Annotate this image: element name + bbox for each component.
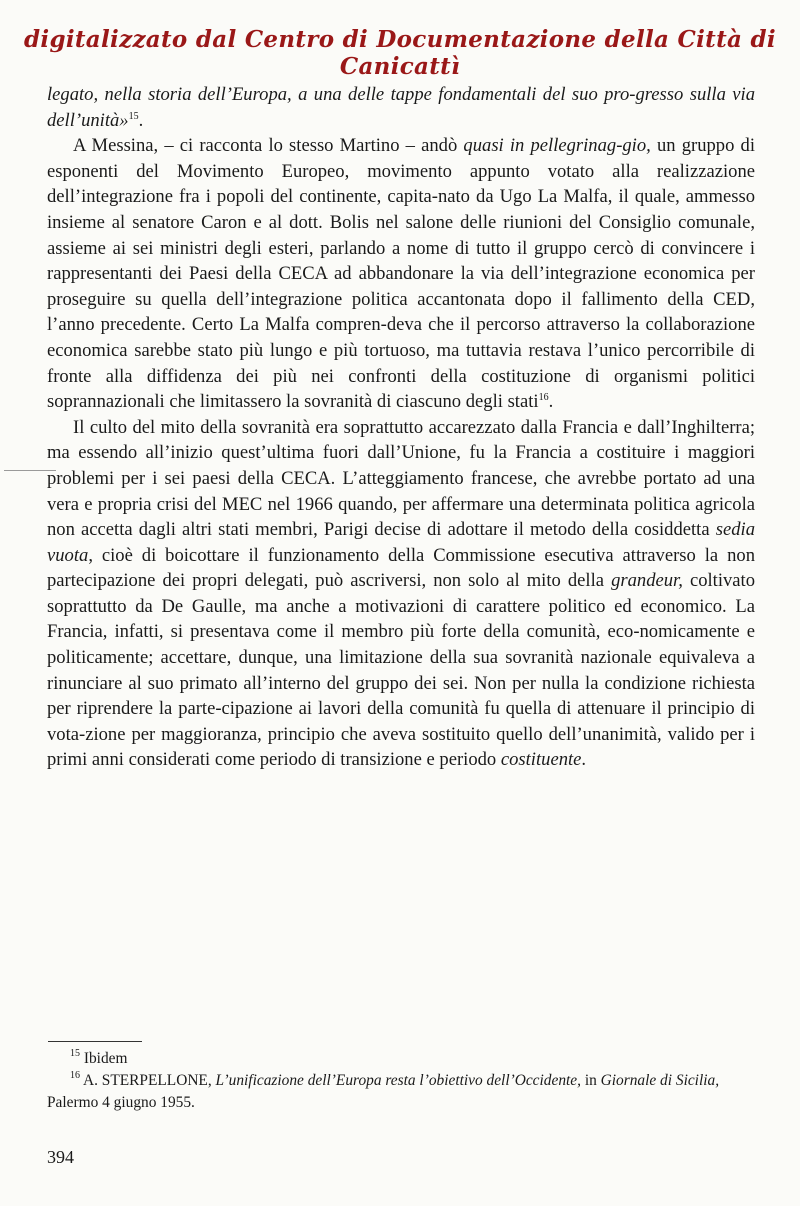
text-run: .	[581, 749, 587, 771]
italic-run: L’unificazione dell’Europa resta l’obiettivo dell’Occidente,	[215, 1072, 581, 1089]
text-run: coltivato soprattutto da De Gaulle, ma anche a motivazioni di carattere politico ed economico. La Francia, infatti, si presentava come il membro più forte della comunità, eco-nomicamente e politicamente; accettare, dunque, una limitazione della sua sovranità nazionale equivaleva a rinunciare al suo primato all’interno del gruppo dei sei. Non per nulla la condizione richiesta per riprendere la parte-cipazione ai lavori della comunità fu quella di attenuare il principio di vota-zione per maggioranza, principio che aveva sostituito quello dell’unanimità, valido per i primi anni considerati come periodo di transizione e periodo	[47, 570, 755, 771]
text-run: , cioè di boicottare il funzionamento della Commissione esecutiva attraverso la non partecipazione dei propri delegati, può ascriversi, non solo al mito della	[47, 544, 755, 592]
footnote-ref: 16	[70, 1070, 80, 1081]
body-text	[47, 82, 755, 773]
footnote-separator	[48, 1041, 142, 1042]
footnote-ref: 15	[70, 1048, 80, 1059]
text-run: A. STERPELLONE,	[80, 1072, 216, 1089]
text-run: Ibidem	[80, 1050, 128, 1067]
text-run: Palermo 4 giugno 1955.	[47, 1094, 195, 1111]
digitization-watermark: digitalizzato dal Centro di Documentazione della Città di Canicattì	[24, 26, 776, 80]
text-run: Il culto del mito della sovranità era soprattutto accarezzato dalla Francia e dall’Inghilterra; ma essendo all’inizio quest’ultima fuori dall’Unione, fu la Francia a costituire i maggiori problemi per i sei paesi della CECA. L’atteggiamento francese, che avrebbe portato ad una vera e propria crisi del MEC nel 1966 quando, per affermare una determinata politica agricola non accetta dagli altri stati membri, Parigi decise di adottare il metodo della cosiddetta	[47, 416, 755, 541]
footnote-16	[47, 1070, 755, 1114]
italic-run: quasi in pellegrinag-gio,	[463, 135, 651, 157]
text-run: in	[580, 1072, 601, 1089]
italic-run: costituente	[500, 749, 582, 771]
italic-run: Giornale di Sicilia,	[600, 1072, 720, 1089]
paragraph-1	[47, 82, 755, 133]
italic-run: legato, nella storia dell’Europa, a una delle tappe fondamentali del suo pro-gresso sulla via dell’unità»	[47, 84, 755, 131]
text-run: un gruppo di esponenti del Movimento Europeo, movimento appunto votato alla realizzazione dell’integrazione fra i popoli del continente, capita-nato da Ugo La Malfa, il quale, ammesso insieme al senatore Caron e al dott. Bolis nel salone delle riunioni del Consiglio comunale, assieme ai sei ministri degli esteri, parlando a nome di tutto il gruppo cercò di convincere i rappresentanti dei Paesi della CECA ad abbandonare la via dell’integrazione economica per proseguire su quella dell’integrazione politica accantonata dopo il fallimento della CED, l’anno precedente. Certo La Malfa compren-deva che il percorso attraverso la collaborazione economica sarebbe stato più lungo e più tortuoso, ma tuttavia restava l’unico percorribile di fronte alla diffidenza dei più nei confronti della costituzione di organismi politici soprannazionali che limitassero la sovranità di ciascuno degli stati	[47, 135, 755, 413]
footnote-ref: 16	[538, 392, 549, 404]
footnote-15	[47, 1048, 755, 1070]
text-run: .	[548, 391, 554, 413]
italic-run: sedia vuota	[47, 519, 755, 566]
text-run: A Messina, – ci racconta lo stesso Martino – andò	[73, 135, 464, 157]
footnote-ref: 15	[128, 110, 139, 122]
paragraph-3	[47, 415, 755, 773]
paragraph-2	[47, 133, 755, 415]
page-number: 394	[47, 1147, 74, 1167]
text-run: .	[138, 109, 144, 131]
italic-run: grandeur,	[611, 570, 683, 592]
footnotes	[47, 1048, 755, 1114]
